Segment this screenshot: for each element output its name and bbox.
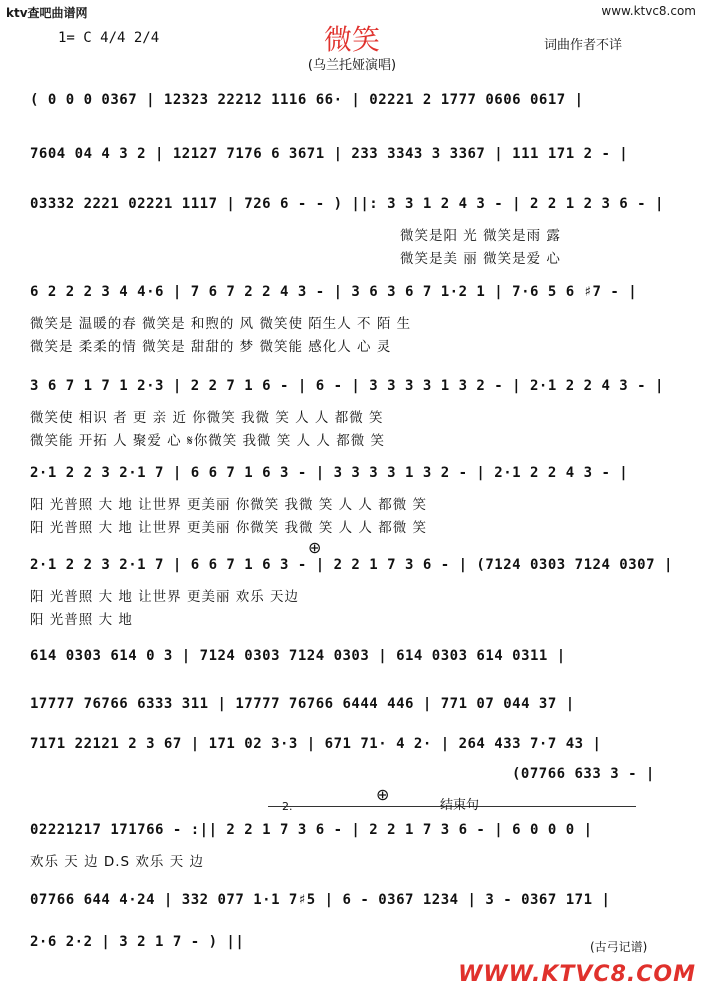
author-credit: 词曲作者不详 — [544, 38, 623, 53]
notation-row: 7604 04 4 3 2 | 12127 7176 6 3671 | 233 3343 3 3367 | 111 171 2 - | — [30, 146, 629, 162]
notation-row: 02221217 171766 - :|| 2 2 1 7 3 6 - | 2 2 1 7 3 6 - | 6 0 0 0 | — [30, 822, 593, 838]
lyric-line: 阳 光普照 大 地 让世界 更美丽 欢乐 天边 — [30, 589, 300, 605]
lyric-line: 欢乐 天 边 D.S 欢乐 天 边 — [30, 854, 205, 870]
lyric-line: 微笑是阳 光 微笑是雨 露 — [400, 228, 561, 244]
notation-row: 2·1 2 2 3 2·1 7 | 6 6 7 1 6 3 - | 3 3 3 3 1 3 2 - | 2·1 2 2 4 3 - | — [30, 465, 629, 481]
site-watermark: WWW.KTVC8.COM — [458, 962, 696, 987]
notation-row: 614 0303 614 0 3 | 7124 0303 7124 0303 | 614 0303 614 0311 | — [30, 648, 566, 664]
coda-icon: ⊕ — [308, 538, 322, 557]
transcriber-credit: (古弓记谱) — [590, 940, 648, 954]
notation-row: 7171 22121 2 3 67 | 171 02 3·3 | 671 71· 4 2· | 264 433 7·7 43 | — [30, 736, 602, 752]
notation-row: (07766 633 3 - | — [512, 766, 655, 782]
coda-icon-end: ⊕ — [376, 785, 390, 804]
notation-row: 2·1 2 2 3 2·1 7 | 6 6 7 1 6 3 - | 2 2 1 7 3 6 - | (7124 0303 7124 0307 | — [30, 557, 673, 573]
lyric-line: 微笑能 开拓 人 聚爱 心 𝄋你微笑 我微 笑 人 人 都微 笑 — [30, 433, 386, 449]
site-url-right: www.ktvc8.com — [601, 4, 696, 18]
notation-row: 07766 644 4·24 | 332 077 1·1 7♯5 | 6 - 0367 1234 | 3 - 0367 171 | — [30, 892, 611, 908]
song-title: 微笑 — [323, 23, 380, 56]
notation-row: 17777 76766 6333 311 | 17777 76766 6444 446 | 771 07 044 37 | — [30, 696, 575, 712]
site-name-left: ktv查吧曲谱网 — [6, 6, 88, 20]
volta-bracket: 2. — [282, 800, 293, 813]
lyric-line: 阳 光普照 大 地 让世界 更美丽 你微笑 我微 笑 人 人 都微 笑 — [30, 520, 427, 536]
performer-subtitle: (乌兰托娅演唱) — [307, 58, 397, 73]
lyric-line: 微笑是 温暖的春 微笑是 和煦的 风 微笑使 陌生人 不 陌 生 — [30, 316, 412, 332]
lyric-line: 阳 光普照 大 地 — [30, 612, 133, 628]
lyric-line: 微笑是美 丽 微笑是爱 心 — [400, 251, 561, 267]
lyric-line: 阳 光普照 大 地 让世界 更美丽 你微笑 我微 笑 人 人 都微 笑 — [30, 497, 427, 513]
key-signature: 1= C 4/4 2/4 — [58, 30, 160, 46]
notation-row: ( 0 0 0 0367 | 12323 22212 1116 66· | 02221 2 1777 0606 0617 | — [30, 92, 584, 108]
notation-row: 2·6 2·2 | 3 2 1 7 - ) || — [30, 934, 245, 950]
lyric-line: 微笑是 柔柔的情 微笑是 甜甜的 梦 微笑能 感化人 心 灵 — [30, 339, 392, 355]
notation-row: 03332 2221 02221 1117 | 726 6 - - ) ||: 3 3 1 2 4 3 - | 2 2 1 2 3 6 - | — [30, 196, 664, 212]
notation-row: 3 6 7 1 7 1 2·3 | 2 2 7 1 6 - | 6 - | 3 3 3 3 1 3 2 - | 2·1 2 2 4 3 - | — [30, 378, 664, 394]
notation-row: 6 2 2 2 3 4 4·6 | 7 6 7 2 2 4 3 - | 3 6 3 6 7 1·2 1 | 7·6 5 6 ♯7 - | — [30, 284, 638, 300]
lyric-line: 微笑使 相识 者 更 亲 近 你微笑 我微 笑 人 人 都微 笑 — [30, 410, 384, 426]
ending-label: 结束句 — [440, 798, 480, 813]
